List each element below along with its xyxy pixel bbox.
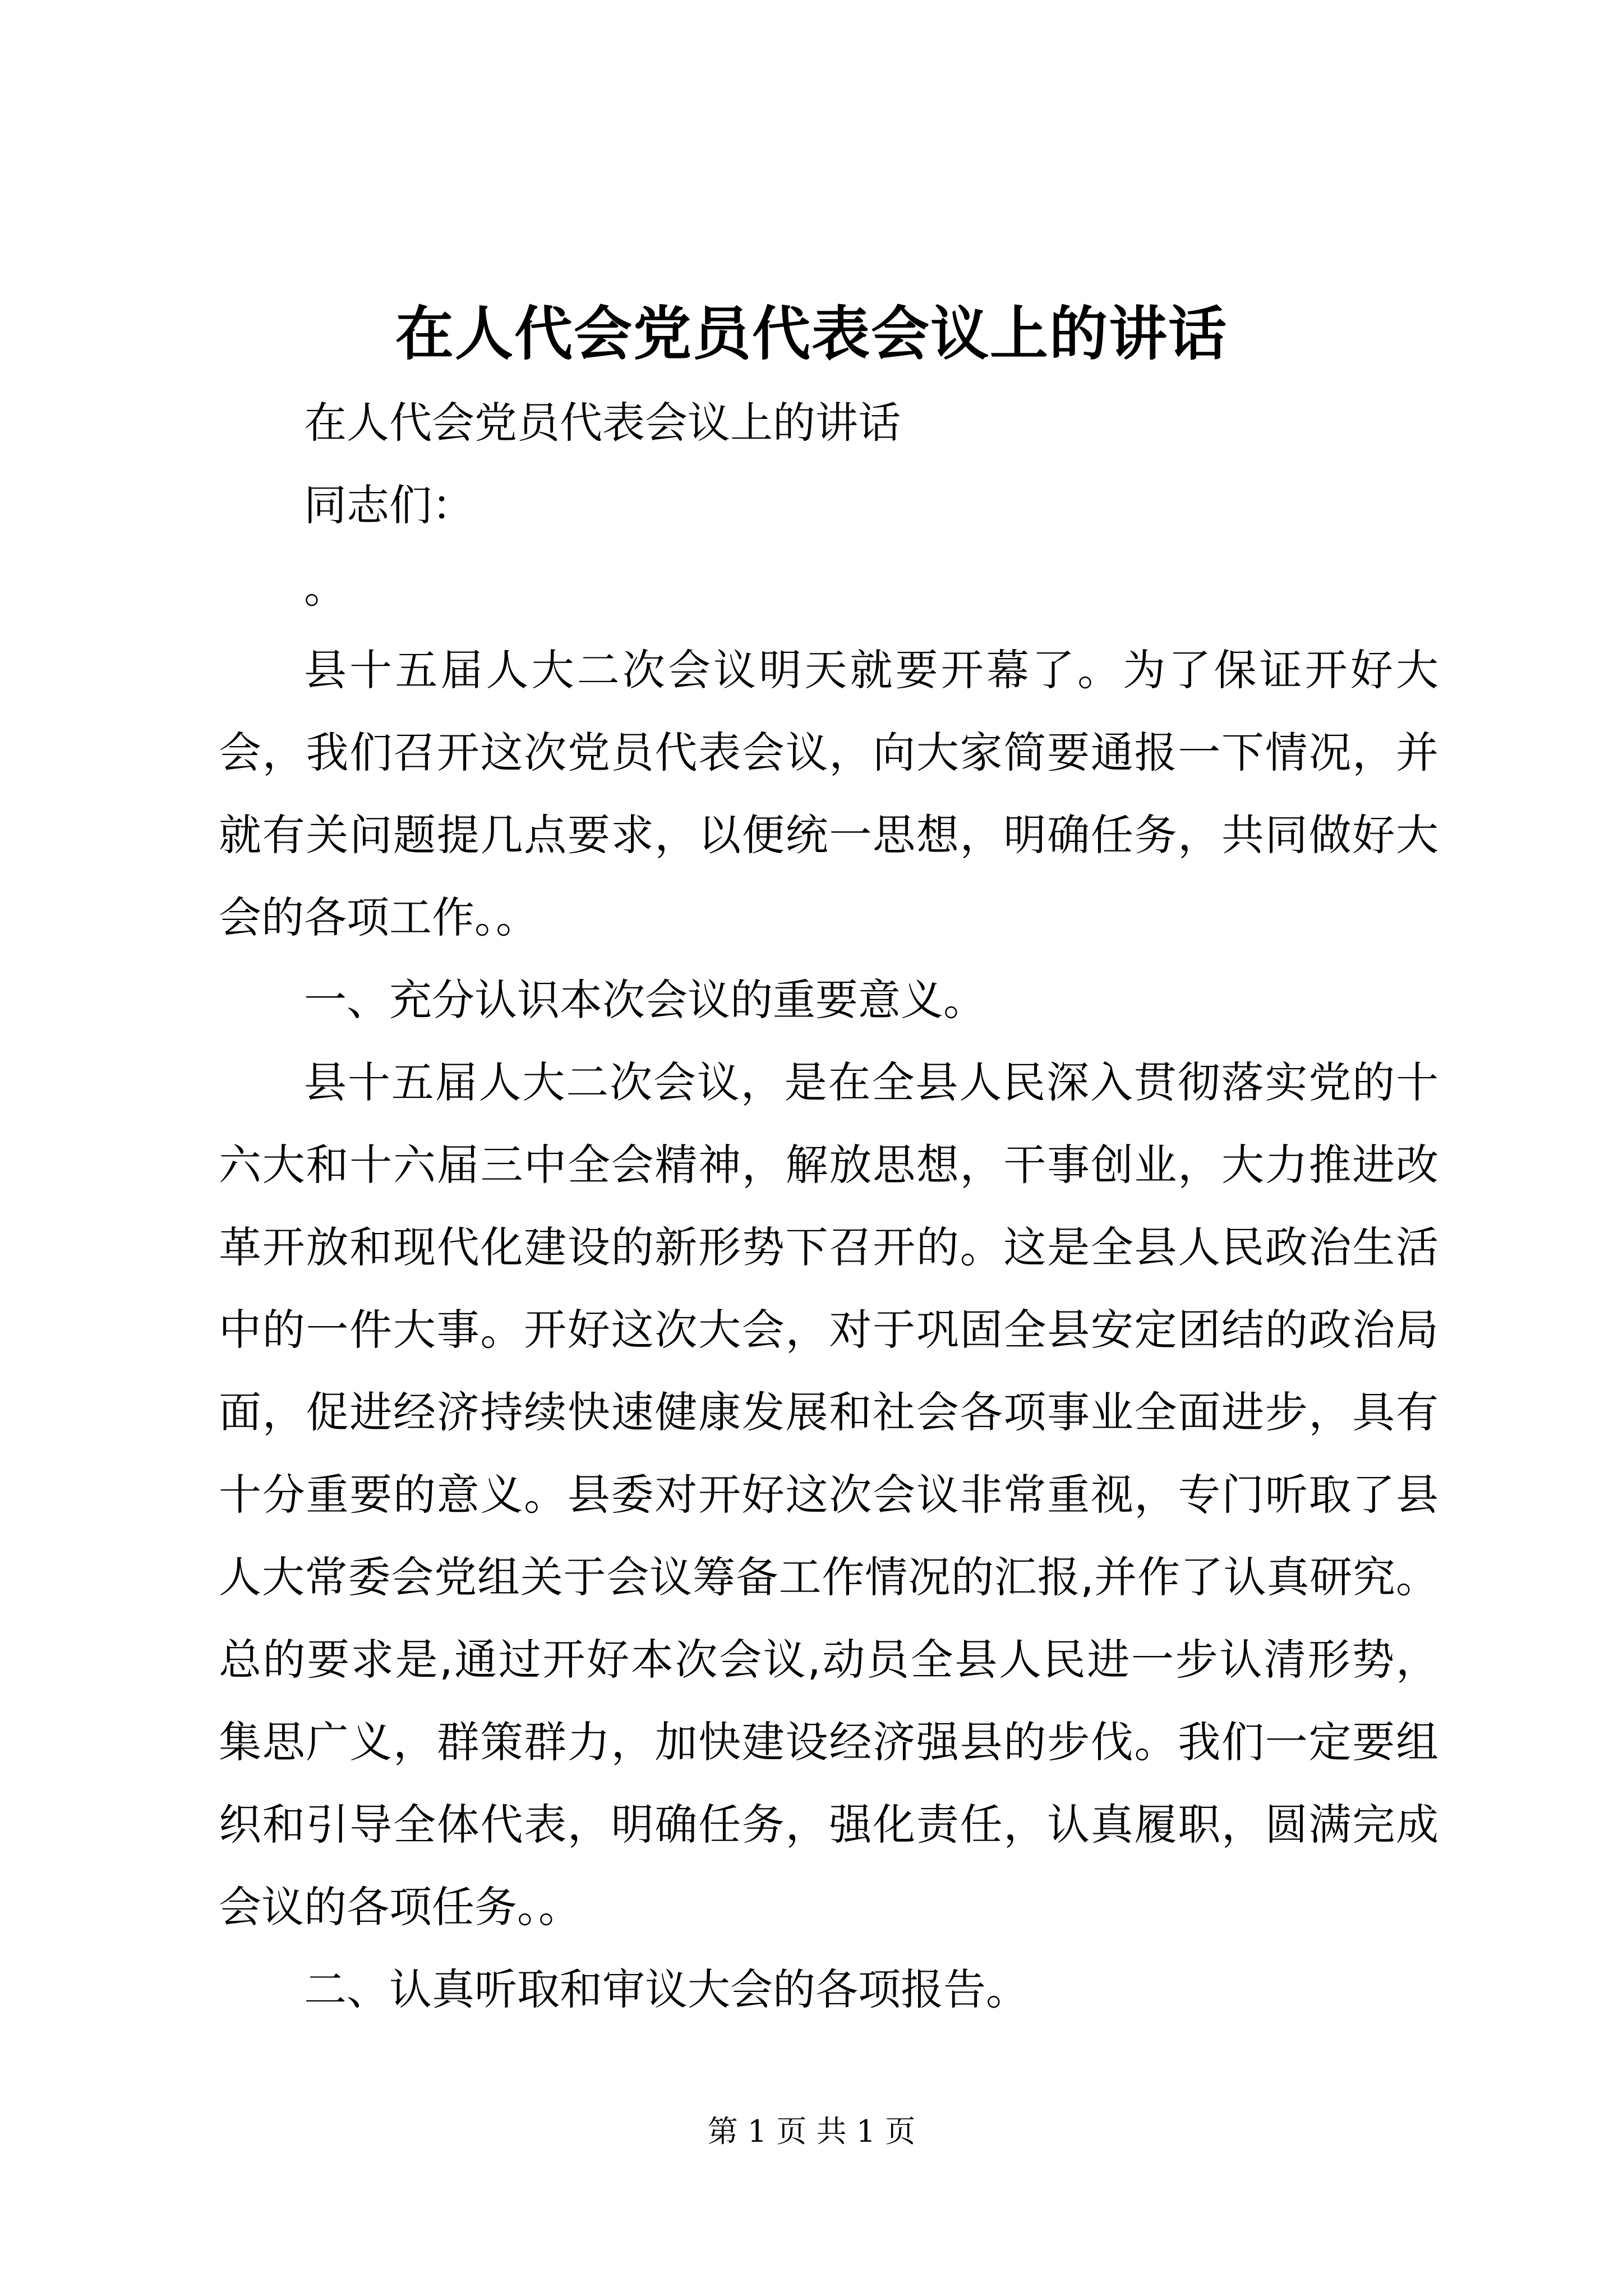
document-title: 在人代会党员代表会议上的讲话 — [395, 299, 1228, 368]
paragraph-period: 。 — [304, 563, 347, 613]
paragraph-section-1: 县十五届人大二次会议，是在全县人民深入贯彻落实党的十六大和十六届三中全会精神，解放思想，干事创业，大力推进改革开放和现代化建设的新形势下召开的。这是全县人民政治生活中的一件大事。开好这次大会，对于巩固全县安定团结的政治局面，促进经济持续快速健康发展和社会各项事业全面进步，具有十分重要的意义。县委对开好这次会议非常重视，专门听取了县人大常委会党组关于会议筹备工作情况的汇报,并作了认真研究。总的要求是,通过开好本次会议,动员全县人民进一步认清形势，集思广义，群策群力，加快建设经济强县的步伐。我们一定要组织和引导全体代表，明确任务，强化责任，认真履职，圆满完成会议的各项任务。。 — [219, 1057, 1438, 1932]
section-heading-1: 一、充分认识本次会议的重要意义。 — [304, 975, 986, 1025]
document-body — [219, 381, 1438, 2031]
paragraph-intro: 县十五届人大二次会议明天就要开幕了。为了保证开好大会，我们召开这次党员代表会议，向大家简要通报一下情况，并就有关问题提几点要求，以便统一思想，明确任务，共同做好大会的各项工作。。 — [219, 645, 1438, 942]
page-footer: 第 1 页 共 1 页 — [707, 2114, 916, 2149]
section-heading-2: 二、认真听取和审议大会的各项报告。 — [304, 1964, 1029, 2014]
paragraph-salutation: 同志们： — [304, 480, 474, 530]
paragraph-subtitle: 在人代会党员代表会议上的讲话 — [304, 398, 901, 448]
